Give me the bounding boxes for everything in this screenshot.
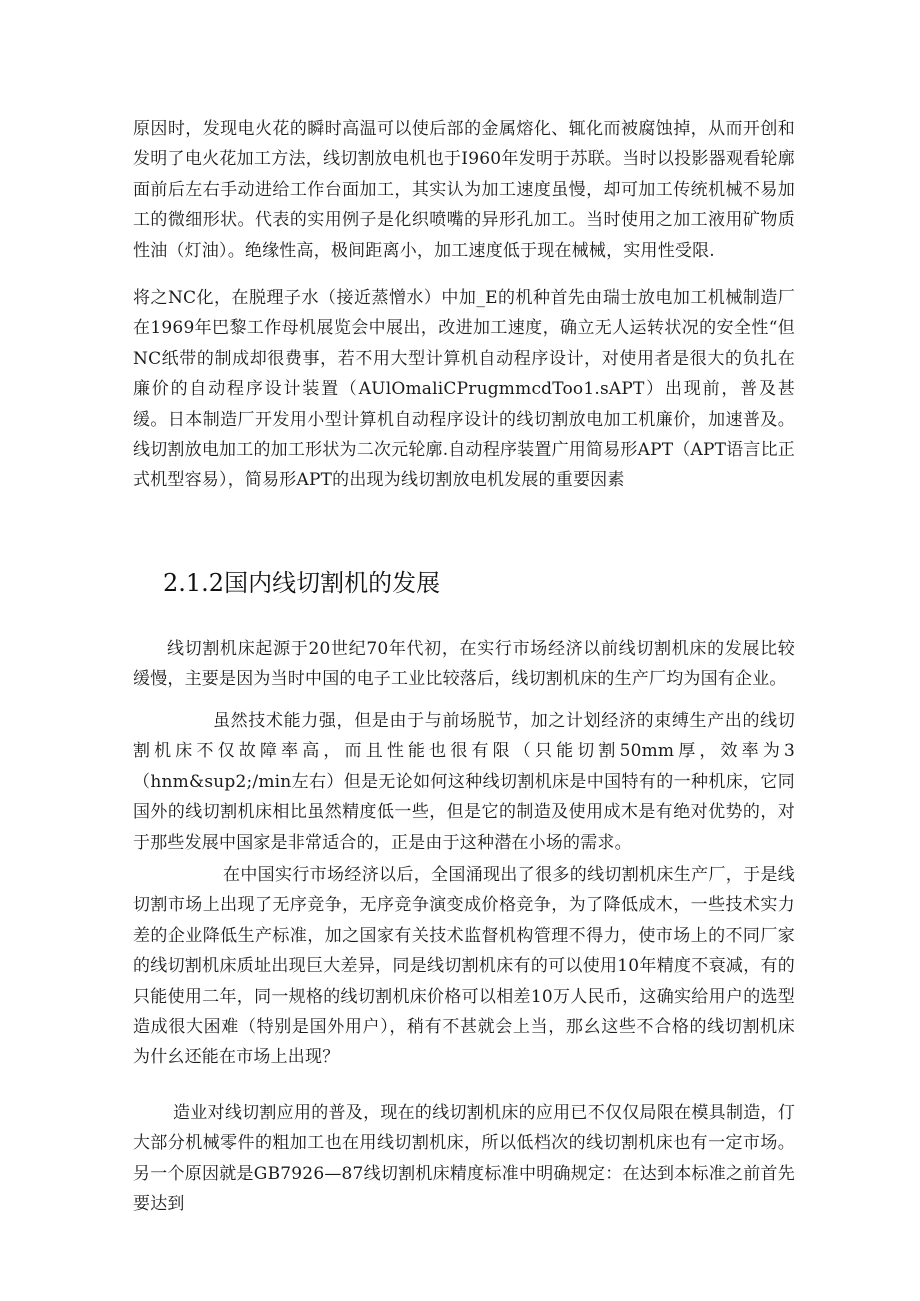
paragraph-nc-development: 将之NC化，在脱理子水（接近蒸憎水）中加_E的机种首先由瑞士放电加工机械制造厂在1969年巴黎工作母机展览会中展出，改进加工速度，确立无人运转状况的安全性“但NC纸带的制成却很费事，若不用大型计算机自动程序设计，对使用者是很大的负扎在廉价的自动程序设计装置（AUlOmaliCPrugmmcdToo1.sAPT）出现前，普及甚缓。日本制造厂开发用小型计算机自动程序设计的线切割放电加工机廉价，加速普及。线切割放电加工的加工形状为二次元轮廓.自动程序装置广用简易形APT（APT语言比正式机型容易），简易形APT的出现为线切割放电机发展的重要因素 bbox=[133, 288, 795, 491]
paragraph-technical-capability: 虽然技术能力强，但是由于与前场脱节，加之计划经济的束缚生产出的线切割机床不仅故障率高，而且性能也很有限（只能切割50mm厚，效率为3（hnm&sup2;/min左右）但是无论如何这种线切割机床是中国特有的一种机床，它同国外的线切割机床相比虽然精度低一些，但是它的制造及使用成木是有绝对优势的，对于那些发展中国家是非常适合的，正是由于这种潜在小场的需求。 bbox=[133, 711, 795, 853]
paragraph-history-origin: 原因时，发现电火花的瞬时高温可以使后部的金属熔化、辄化而被腐蚀掉，从而开创和发明了电火花加工方法，线切割放电机也于I960年发明于苏联。当时以投影器观看轮廓面前后左右手动进给工作台面加工，其实认为加工速度虽慢，却可加工传统机械不易加工的微细形状。代表的实用例子是化织喷嘴的异形孔加工。当时使用之加工液用矿物质性油（灯油）。绝缘性高，极间距离小，加工速度低于现在械械，实用性受限. bbox=[133, 119, 795, 261]
paragraph-manufacturing-use: 造业对线切割应用的普及，现在的线切割机床的应用已不仅仅局限在模具制造，仃大部分机械零件的粗加工也在用线切割机床，所以低档次的线切割机床也有一定市场。另一个原因就是GB7926—87线切割机床精度标准中明确规定：在达到本标准之前首先要达到 bbox=[133, 1103, 795, 1215]
paragraph-domestic-origin: 线切割机床起源于20世纪70年代初，在实行市场经济以前线切割机床的发展比较缓慢，主要是因为当时中国的电子工业比较落后，线切割机床的生产厂均为国有企业。 bbox=[133, 639, 795, 690]
section-heading: 2.1.2国内线切割机的发展 bbox=[163, 569, 441, 597]
paragraph-market-economy: 在中国实行市场经济以后，全国涌现出了很多的线切割机床生产厂，于是线切割市场上出现了无序竞争，无序竞争演变成价格竞争，为了降低成木，一些技术实力差的企业降低生产标准，加之国家有关技术监督机构管理不得力，使市场上的不同厂家的线切割机床质址出现巨大差异，同是线切割机床有的可以使用10年精度不衰减，有的只能使用二年，同一规格的线切割机床价格可以相差10万人民币，这确实给用户的选型造成很大困难（特别是国外用户），稍有不甚就会上当，那幺这些不合格的线切割机床为什幺还能在市场上出现？ bbox=[133, 865, 795, 1068]
